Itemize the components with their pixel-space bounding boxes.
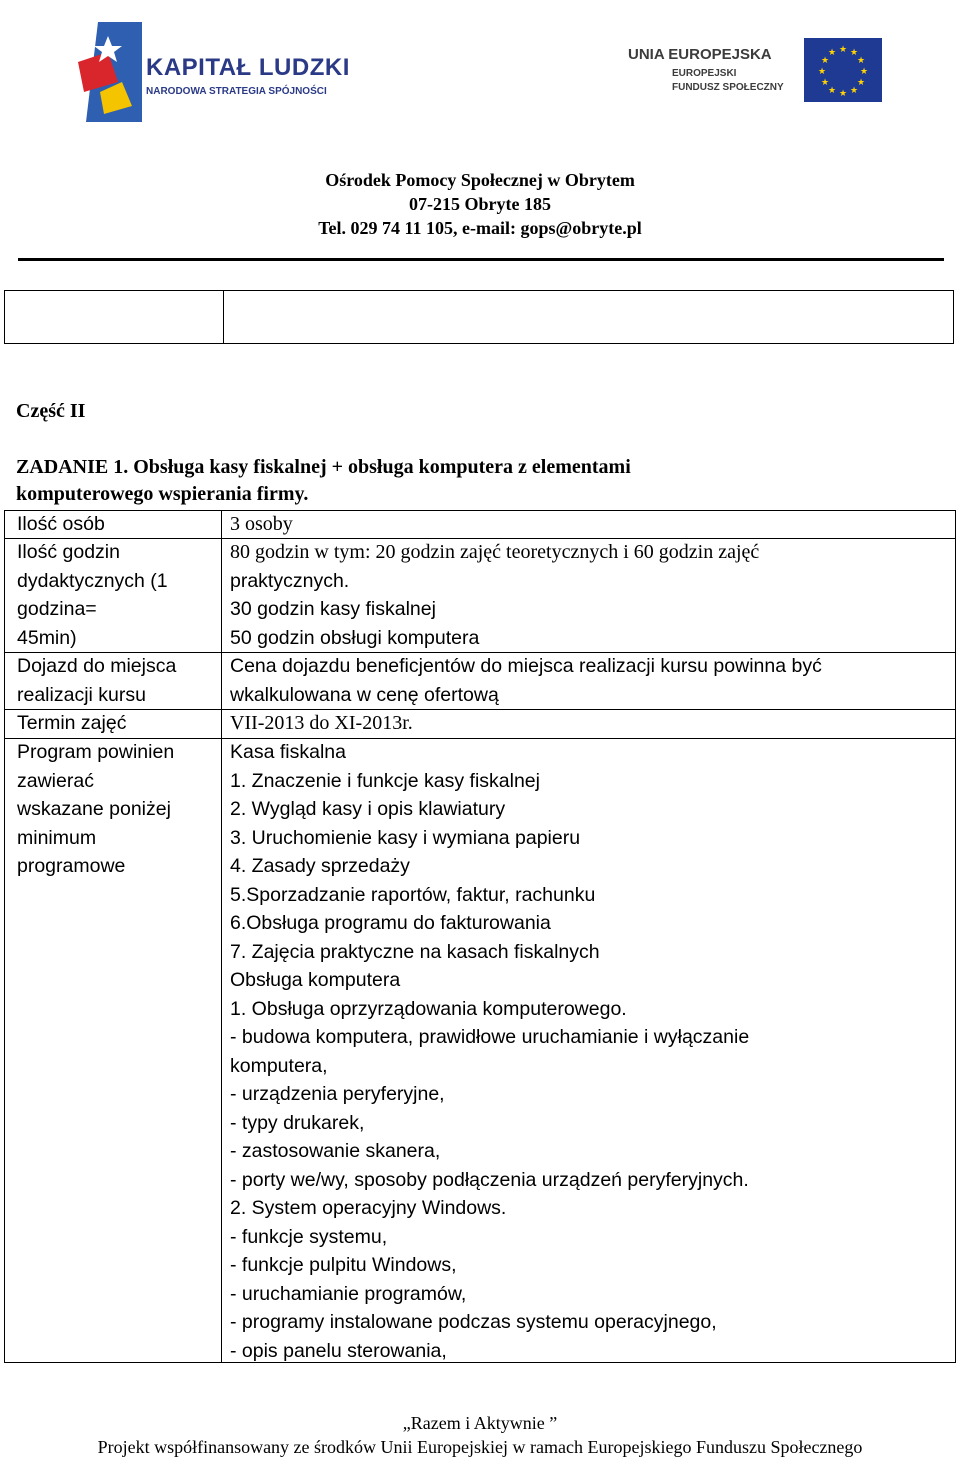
logo-title: KAPITAŁ LUDZKI — [146, 54, 350, 81]
program-line: - uruchamianie programów, — [230, 1282, 467, 1305]
row-label-program: Program powinien zawierać wskazane poniżej minimum programowe — [17, 741, 175, 877]
program-line: 5.Sporzadzanie raportów, faktur, rachunku — [230, 883, 596, 906]
row-label-dates: Termin zajęć — [17, 712, 127, 734]
header-divider — [18, 258, 944, 261]
program-line: 7. Zajęcia praktyczne na kasach fiskalnych — [230, 940, 600, 963]
eu-flag-icon — [804, 38, 882, 102]
program-line: komputera, — [230, 1054, 328, 1077]
row-value-program — [230, 738, 945, 1365]
row-value-dates: VII-2013 do XI-2013r. — [230, 712, 413, 734]
program-line: 1. Obsługa oprzyrządowania komputerowego. — [230, 997, 627, 1020]
footer-cofinance: Projekt współfinansowany ze środków Unii Europejskiej w ramach Europejskiego Funduszu Społecznego — [97, 1437, 863, 1457]
address-postal: 07-215 Obryte 185 — [409, 194, 551, 214]
eu-line-1: UNIA EUROPEJSKA — [628, 46, 772, 63]
part-heading: Część II — [16, 400, 86, 422]
program-line: - urządzenia peryferyjne, — [230, 1083, 445, 1105]
svg-text:★: ★ — [856, 56, 866, 66]
task-heading-line-1: ZADANIE 1. Obsługa kasy fiskalnej + obsługa komputera z elementami — [16, 456, 631, 478]
svg-text:★: ★ — [838, 89, 848, 99]
eu-logo — [628, 38, 898, 110]
program-line: 3. Uruchomienie kasy i wymiana papieru — [230, 826, 581, 849]
footer-slogan: „Razem i Aktywnie ” — [402, 1413, 558, 1433]
address-name: Ośrodek Pomocy Społecznej w Obrytem — [325, 170, 635, 190]
row-label-participants: Ilość osób — [17, 513, 105, 535]
program-line: 2. Wygląd kasy i opis klawiatury — [230, 798, 506, 820]
empty-table-row — [4, 290, 954, 344]
program-line: - typy drukarek, — [230, 1111, 365, 1134]
svg-text:★: ★ — [849, 48, 859, 58]
kapital-ludzki-emblem-icon — [78, 22, 142, 122]
svg-text:★: ★ — [838, 45, 848, 55]
row-value-participants: 3 osoby — [230, 513, 293, 535]
kapital-ludzki-logo — [78, 22, 378, 122]
course-details-table — [4, 510, 956, 1363]
program-line: - opis panelu sterowania, — [230, 1339, 447, 1362]
svg-text:★: ★ — [849, 86, 859, 96]
program-line: 1. Znaczenie i funkcje kasy fiskalnej — [230, 769, 540, 792]
svg-text:★: ★ — [856, 78, 866, 88]
svg-text:★: ★ — [817, 67, 827, 77]
program-line: Kasa fiskalna — [230, 741, 346, 763]
program-line: 2. System operacyjny Windows. — [230, 1197, 507, 1219]
program-line: - programy instalowane podczas systemu operacyjnego, — [230, 1311, 717, 1333]
row-label-commute: Dojazd do miejsca realizacji kursu — [17, 655, 177, 706]
svg-text:★: ★ — [827, 48, 837, 58]
program-line: - porty we/wy, sposoby podłączenia urządzeń peryferyjnych. — [230, 1168, 749, 1191]
eu-line-3: FUNDUSZ SPOŁECZNY — [672, 82, 784, 93]
address-contact: Tel. 029 74 11 105, e-mail: gops@obryte.pl — [318, 218, 642, 238]
row-label-hours: Ilość godzin dydaktycznych (1 godzina= 45min) — [17, 541, 168, 649]
program-line: 6.Obsługa programu do fakturowania — [230, 912, 551, 934]
program-line: Obsługa komputera — [230, 969, 401, 991]
eu-line-2: EUROPEJSKI — [672, 68, 737, 79]
logo-subtitle: NARODOWA STRATEGIA SPÓJNOŚCI — [146, 86, 327, 97]
program-line: - funkcje systemu, — [230, 1225, 388, 1248]
svg-text:★: ★ — [820, 78, 830, 88]
svg-text:★: ★ — [827, 86, 837, 96]
task-heading-line-2: komputerowego wspierania firmy. — [16, 483, 309, 505]
program-line: 4. Zasady sprzedaży — [230, 855, 410, 877]
program-line: - budowa komputera, prawidłowe uruchamianie i wyłączanie — [230, 1026, 750, 1048]
program-line: - zastosowanie skanera, — [230, 1140, 441, 1162]
program-line: - funkcje pulpitu Windows, — [230, 1254, 457, 1276]
svg-text:★: ★ — [820, 56, 830, 66]
svg-text:★: ★ — [859, 67, 869, 77]
task-heading — [16, 454, 916, 508]
row-value-hours: 80 godzin w tym: 20 godzin zajęć teoretycznych i 60 godzin zajęć praktycznych. 30 godzin kasy fiskalnej 50 godzin obsługi komputera — [230, 541, 760, 649]
row-value-commute: Cena dojazdu beneficjentów do miejsca realizacji kursu powinna być wkalkulowana w cenę ofertową — [230, 655, 822, 706]
